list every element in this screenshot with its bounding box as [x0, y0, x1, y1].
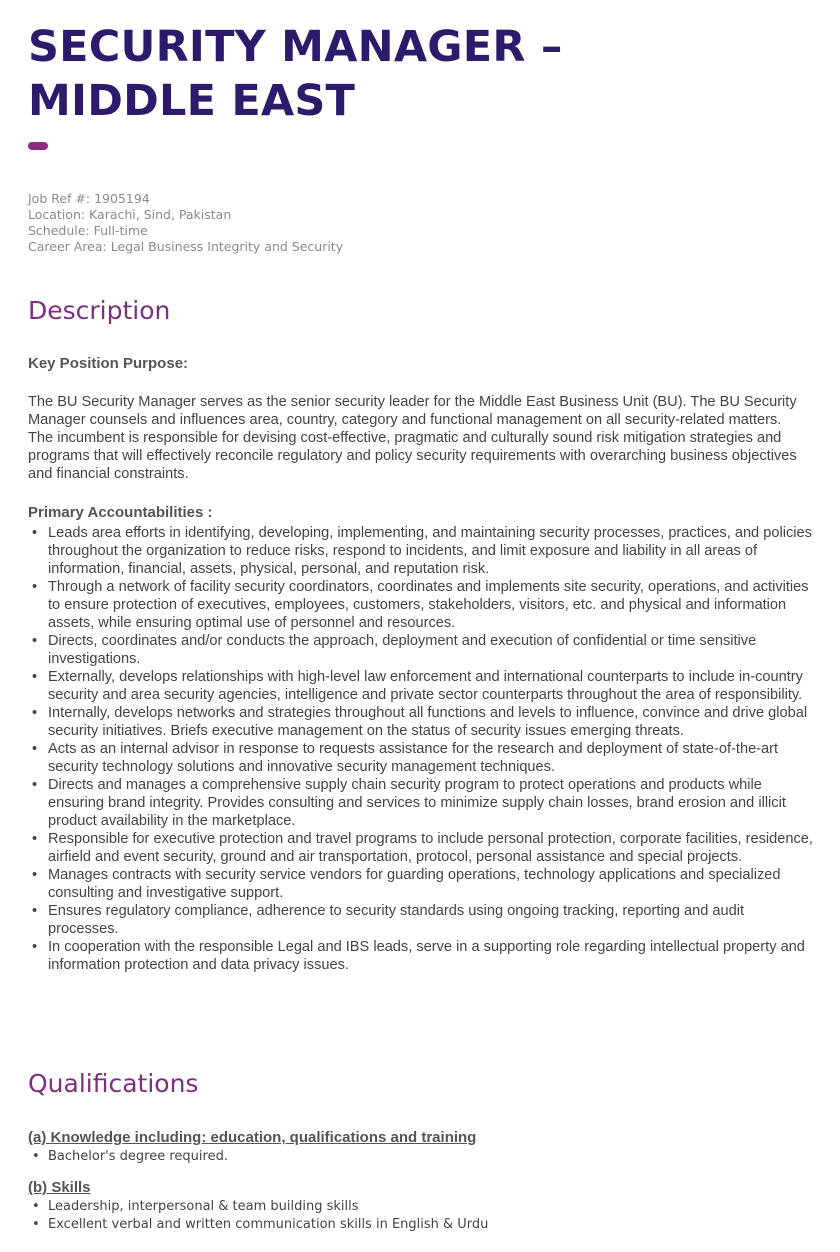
list-item: • Through a network of facility security coordinators, coordinates and implements site security, operations, and activities to ensure protection of executives, employees, customers, stakeholders, visitors, etc. and physical and information assets, while ensuring optimal use of personnel and resources.: [28, 578, 818, 632]
title-accent-bar: [28, 142, 48, 150]
knowledge-heading: (a) Knowledge including: education, qualifications and training: [28, 1129, 477, 1146]
list-item: • Externally, develops relationships with high-level law enforcement and international counterparts to include in-country security and area security agencies, intelligence and private sector counterparts throughout the area of responsibility.: [28, 668, 818, 704]
list-item: • Acts as an internal advisor in response to requests assistance for the research and deployment of state-of-the-art security technology solutions and innovative security management techniques.: [28, 740, 818, 776]
job-location: Location: Karachi, Sind, Pakistan: [28, 207, 232, 222]
list-item: • In cooperation with the responsible Legal and IBS leads, serve in a supporting role regarding intellectual property and information protection and data privacy issues.: [28, 938, 818, 974]
list-item: • Excellent verbal and written communication skills in English & Urdu: [28, 1216, 488, 1234]
job-title-line-1: SECURITY MANAGER –: [28, 22, 563, 72]
list-item: • Internally, develops networks and strategies throughout all functions and levels to influence, convince and drive global security initiatives. Briefs executive management on the status of security issues emerging threats.: [28, 704, 818, 740]
list-item: • Directs, coordinates and/or conducts the approach, deployment and execution of confidential or time sensitive investigations.: [28, 632, 818, 668]
knowledge-list: [28, 1148, 228, 1166]
accountabilities-list: [28, 524, 818, 974]
job-title-line-2: MIDDLE EAST: [28, 76, 356, 126]
key-purpose-text: The BU Security Manager serves as the senior security leader for the Middle East Business Unit (BU). The BU Security Manager counsels and influences area, country, category and functional management on all security-related matters. The incumbent is responsible for devising cost-effective, pragmatic and culturally sound risk mitigation strategies and programs that will effectively reconcile regulatory and policy security requirements with overarching business objectives and financial constraints.: [28, 394, 797, 482]
key-purpose-label: Key Position Purpose:: [28, 355, 189, 372]
job-schedule: Schedule: Full-time: [28, 223, 148, 238]
list-item: • Directs and manages a comprehensive supply chain security program to protect operations and products while ensuring brand integrity. Provides consulting and services to minimize supply chain losses, brand erosion and illicit product availability in the marketplace.: [28, 776, 818, 830]
skills-heading: (b) Skills: [28, 1179, 91, 1196]
list-item: • Leads area efforts in identifying, developing, implementing, and maintaining security processes, practices, and policies throughout the organization to reduce risks, respond to incidents, and limit exposure and liability in all areas of information, financial, assets, physical, personal, and reputation risk.: [28, 524, 818, 578]
job-title: [28, 20, 563, 128]
list-item: • Leadership, interpersonal & team building skills: [28, 1198, 488, 1216]
description-heading: Description: [28, 296, 171, 325]
list-item: • Ensures regulatory compliance, adherence to security standards using ongoing tracking, reporting and audit processes.: [28, 902, 818, 938]
list-item: • Manages contracts with security service vendors for guarding operations, technology applications and specialized consulting and investigative support.: [28, 866, 818, 902]
qualifications-heading: Qualifications: [28, 1069, 199, 1098]
list-item: • Bachelor's degree required.: [28, 1148, 228, 1166]
skills-list: [28, 1198, 488, 1234]
job-career-area: Career Area: Legal Business Integrity and Security: [28, 239, 344, 254]
job-meta: [28, 191, 343, 255]
accountabilities-label: Primary Accountabilities :: [28, 504, 213, 521]
job-ref: Job Ref #: 1905194: [28, 191, 150, 206]
list-item: • Responsible for executive protection and travel programs to include personal protection, corporate facilities, residence, airfield and event security, ground and air transportation, protocol, personal assistance and special projects.: [28, 830, 818, 866]
